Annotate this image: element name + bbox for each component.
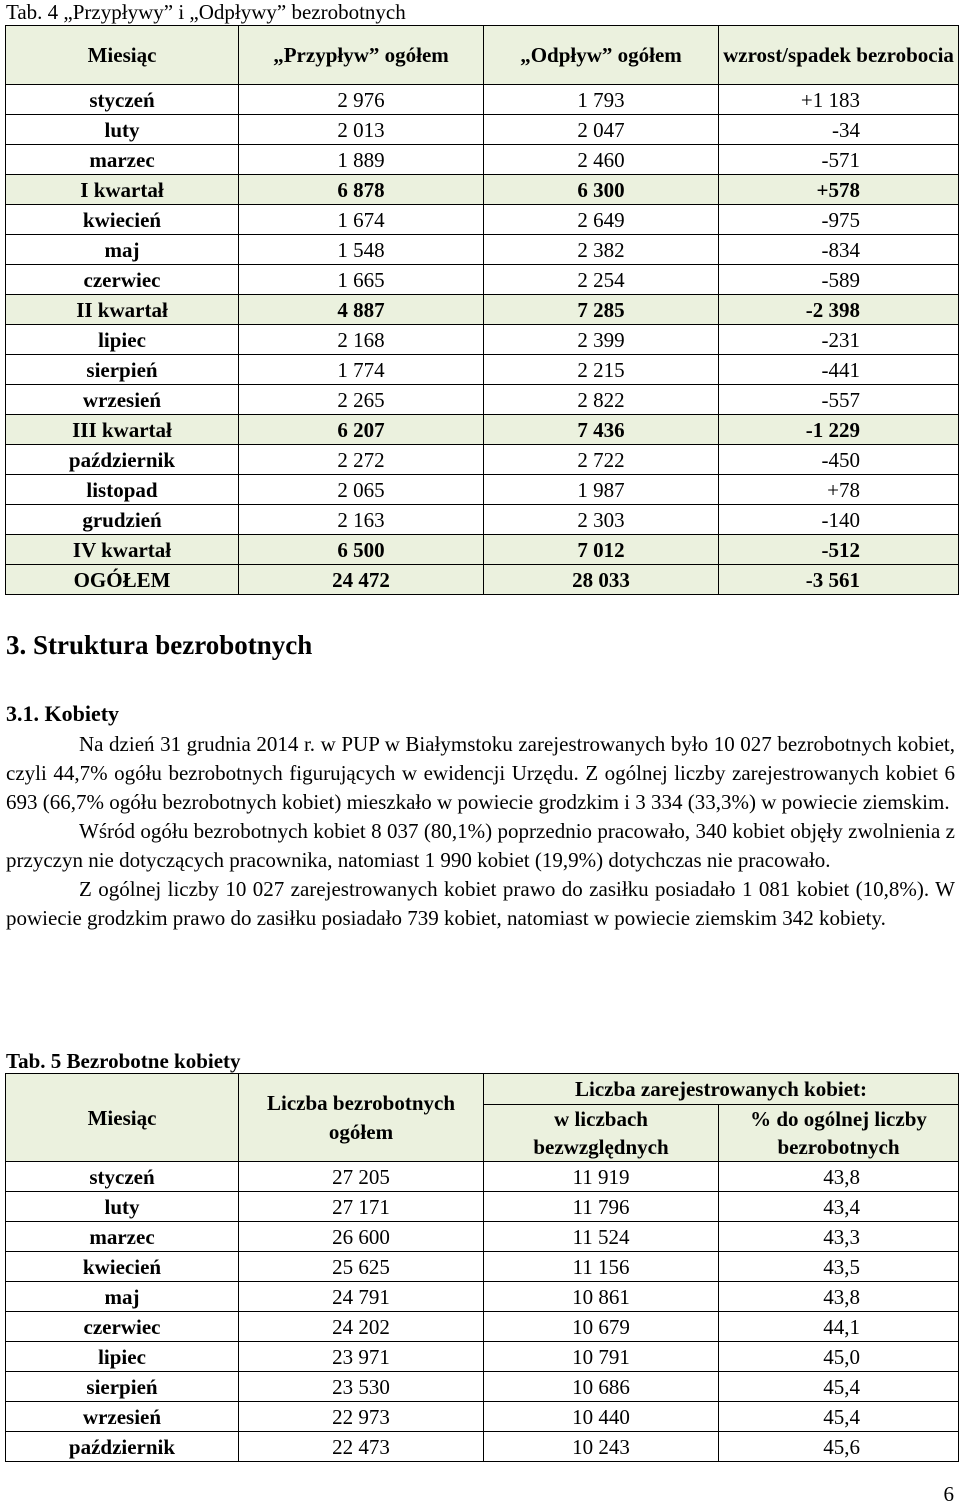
month-cell: marzec — [6, 1222, 239, 1252]
table-row — [6, 85, 959, 115]
inflow-cell: 1 774 — [239, 355, 484, 385]
outflow-cell: 7 436 — [484, 415, 719, 445]
table-row — [6, 1222, 959, 1252]
inflow-cell: 6 878 — [239, 175, 484, 205]
change-cell: -231 — [719, 325, 959, 355]
women-count-cell: 10 791 — [484, 1342, 719, 1372]
women-count-cell: 10 243 — [484, 1432, 719, 1462]
outflow-cell: 2 382 — [484, 235, 719, 265]
month-cell: październik — [6, 1432, 239, 1462]
month-cell: lipiec — [6, 325, 239, 355]
table-row — [6, 235, 959, 265]
change-cell: -140 — [719, 505, 959, 535]
women-percent-cell: 45,4 — [719, 1402, 959, 1432]
women-count-cell: 11 524 — [484, 1222, 719, 1252]
table-row — [6, 1432, 959, 1462]
change-cell: -441 — [719, 355, 959, 385]
outflow-cell: 2 399 — [484, 325, 719, 355]
inflow-cell: 4 887 — [239, 295, 484, 325]
total-unemployed-cell: 25 625 — [239, 1252, 484, 1282]
table-row — [6, 1372, 959, 1402]
month-cell: kwiecień — [6, 205, 239, 235]
total-unemployed-cell: 27 205 — [239, 1162, 484, 1192]
header-outflow: „Odpływ” ogółem — [484, 26, 719, 85]
month-cell: lipiec — [6, 1342, 239, 1372]
total-unemployed-cell: 26 600 — [239, 1222, 484, 1252]
outflow-cell: 28 033 — [484, 565, 719, 595]
month-cell: luty — [6, 1192, 239, 1222]
women-percent-cell: 45,4 — [719, 1372, 959, 1402]
section-title: 3. Struktura bezrobotnych — [6, 630, 313, 660]
total-unemployed-cell: 22 473 — [239, 1432, 484, 1462]
month-cell: listopad — [6, 475, 239, 505]
change-cell: -450 — [719, 445, 959, 475]
table4-body — [6, 85, 959, 595]
women-percent-cell: 43,4 — [719, 1192, 959, 1222]
change-cell: +78 — [719, 475, 959, 505]
month-cell: luty — [6, 115, 239, 145]
outflow-cell: 2 254 — [484, 265, 719, 295]
table-quarter-row — [6, 415, 959, 445]
section-body — [6, 730, 955, 933]
change-cell: -3 561 — [719, 565, 959, 595]
outflow-cell: 2 822 — [484, 385, 719, 415]
outflow-cell: 2 649 — [484, 205, 719, 235]
total-unemployed-cell: 27 171 — [239, 1192, 484, 1222]
inflow-cell: 1 548 — [239, 235, 484, 265]
change-cell: -2 398 — [719, 295, 959, 325]
total-unemployed-cell: 24 791 — [239, 1282, 484, 1312]
table5-header-row — [6, 1074, 959, 1105]
women-count-cell: 10 440 — [484, 1402, 719, 1432]
header-total: Liczba bezrobotnych ogółem — [239, 1074, 484, 1162]
total-unemployed-cell: 22 973 — [239, 1402, 484, 1432]
table-row — [6, 1192, 959, 1222]
women-percent-cell: 45,0 — [719, 1342, 959, 1372]
month-cell: sierpień — [6, 355, 239, 385]
header-month: Miesiąc — [6, 1074, 239, 1162]
month-cell: III kwartał — [6, 415, 239, 445]
month-cell: maj — [6, 1282, 239, 1312]
inflow-cell: 2 163 — [239, 505, 484, 535]
change-cell: +1 183 — [719, 85, 959, 115]
table-row — [6, 1282, 959, 1312]
women-percent-cell: 45,6 — [719, 1432, 959, 1462]
inflow-cell: 1 674 — [239, 205, 484, 235]
month-cell: październik — [6, 445, 239, 475]
table5-caption: Tab. 5 Bezrobotne kobiety — [6, 1049, 241, 1073]
change-cell: -589 — [719, 265, 959, 295]
table-row — [6, 1402, 959, 1432]
change-cell: -834 — [719, 235, 959, 265]
inflow-cell: 2 265 — [239, 385, 484, 415]
table-row — [6, 385, 959, 415]
women-count-cell: 11 156 — [484, 1252, 719, 1282]
month-cell: wrzesień — [6, 1402, 239, 1432]
outflow-cell: 1 793 — [484, 85, 719, 115]
women-percent-cell: 43,8 — [719, 1282, 959, 1312]
table-row — [6, 355, 959, 385]
inflow-cell: 2 168 — [239, 325, 484, 355]
month-cell: grudzień — [6, 505, 239, 535]
table-quarter-row — [6, 175, 959, 205]
change-cell: -975 — [719, 205, 959, 235]
outflow-cell: 2 215 — [484, 355, 719, 385]
outflow-cell: 2 047 — [484, 115, 719, 145]
table-quarter-row — [6, 535, 959, 565]
women-count-cell: 11 919 — [484, 1162, 719, 1192]
outflow-cell: 2 460 — [484, 145, 719, 175]
inflow-cell: 2 065 — [239, 475, 484, 505]
change-cell: -571 — [719, 145, 959, 175]
table-quarter-row — [6, 295, 959, 325]
paragraph: Z ogólnej liczby 10 027 zarejestrowanych kobiet prawo do zasiłku posiadało 1 081 kobiet (10,8%). W powiecie grodzkim prawo do zasiłku posiadało 739 kobiet, natomiast w powiecie ziemskim 342 kobiety. — [6, 877, 955, 930]
header-month: Miesiąc — [6, 26, 239, 85]
inflow-cell: 2 976 — [239, 85, 484, 115]
month-cell: sierpień — [6, 1372, 239, 1402]
header-registered-women: Liczba zarejestrowanych kobiet: — [484, 1074, 959, 1105]
women-count-cell: 10 679 — [484, 1312, 719, 1342]
total-unemployed-cell: 23 971 — [239, 1342, 484, 1372]
month-cell: maj — [6, 235, 239, 265]
month-cell: II kwartał — [6, 295, 239, 325]
table-total-row — [6, 565, 959, 595]
inflow-cell: 2 272 — [239, 445, 484, 475]
table-row — [6, 205, 959, 235]
women-percent-cell: 44,1 — [719, 1312, 959, 1342]
table-row — [6, 325, 959, 355]
outflow-cell: 7 012 — [484, 535, 719, 565]
month-cell: wrzesień — [6, 385, 239, 415]
month-cell: styczeń — [6, 85, 239, 115]
outflow-cell: 1 987 — [484, 475, 719, 505]
table-row — [6, 475, 959, 505]
month-cell: I kwartał — [6, 175, 239, 205]
women-count-cell: 10 686 — [484, 1372, 719, 1402]
table-row — [6, 145, 959, 175]
month-cell: kwiecień — [6, 1252, 239, 1282]
table-row — [6, 1342, 959, 1372]
women-count-cell: 11 796 — [484, 1192, 719, 1222]
outflow-cell: 2 303 — [484, 505, 719, 535]
table-row — [6, 1252, 959, 1282]
total-unemployed-cell: 24 202 — [239, 1312, 484, 1342]
women-percent-cell: 43,8 — [719, 1162, 959, 1192]
change-cell: -34 — [719, 115, 959, 145]
page-number: 6 — [943, 1482, 954, 1506]
table-row — [6, 445, 959, 475]
inflow-cell: 1 889 — [239, 145, 484, 175]
inflow-cell: 2 013 — [239, 115, 484, 145]
inflow-cell: 1 665 — [239, 265, 484, 295]
change-cell: -557 — [719, 385, 959, 415]
month-cell: czerwiec — [6, 1312, 239, 1342]
header-percent: % do ogólnej liczby bezrobotnych — [719, 1105, 959, 1162]
table-row — [6, 505, 959, 535]
month-cell: OGÓŁEM — [6, 565, 239, 595]
outflow-cell: 7 285 — [484, 295, 719, 325]
table-row — [6, 1312, 959, 1342]
total-unemployed-cell: 23 530 — [239, 1372, 484, 1402]
paragraph: Wśród ogółu bezrobotnych kobiet 8 037 (80,1%) poprzednio pracowało, 340 kobiet objęły zwolnienia z przyczyn nie dotyczących pracownika, natomiast 1 990 kobiet (19,9%) dotychczas nie pracowało. — [6, 819, 955, 872]
inflow-cell: 6 207 — [239, 415, 484, 445]
table4-caption: Tab. 4 „Przypływy” i „Odpływy” bezrobotnych — [6, 0, 406, 24]
header-absolute: w liczbach bezwzględnych — [484, 1105, 719, 1162]
outflow-cell: 6 300 — [484, 175, 719, 205]
inflow-cell: 24 472 — [239, 565, 484, 595]
outflow-cell: 2 722 — [484, 445, 719, 475]
header-inflow: „Przypływ” ogółem — [239, 26, 484, 85]
unemployed-women-table — [5, 1073, 959, 1462]
month-cell: czerwiec — [6, 265, 239, 295]
women-count-cell: 10 861 — [484, 1282, 719, 1312]
inflow-cell: 6 500 — [239, 535, 484, 565]
change-cell: +578 — [719, 175, 959, 205]
table-row — [6, 1162, 959, 1192]
table4-header-row — [6, 26, 959, 85]
table-row — [6, 115, 959, 145]
change-cell: -1 229 — [719, 415, 959, 445]
women-percent-cell: 43,3 — [719, 1222, 959, 1252]
paragraph: Na dzień 31 grudnia 2014 r. w PUP w Białymstoku zarejestrowanych było 10 027 bezrobotnych kobiet, czyli 44,7% ogółu bezrobotnych figurujących w ewidencji Urzędu. Z ogólnej liczby zarejestrowanych kobiet 6 693 (66,7% ogółu bezrobotnych kobiet) mieszkało w powiecie grodzkim i 3 334 (33,3%) w powiecie ziemskim. — [6, 732, 955, 814]
header-change: wzrost/spadek bezrobocia — [719, 26, 959, 85]
table-row — [6, 265, 959, 295]
inflow-outflow-table — [5, 25, 959, 595]
month-cell: IV kwartał — [6, 535, 239, 565]
month-cell: marzec — [6, 145, 239, 175]
change-cell: -512 — [719, 535, 959, 565]
women-percent-cell: 43,5 — [719, 1252, 959, 1282]
table5-body — [6, 1162, 959, 1462]
month-cell: styczeń — [6, 1162, 239, 1192]
subsection-title: 3.1. Kobiety — [6, 701, 120, 726]
